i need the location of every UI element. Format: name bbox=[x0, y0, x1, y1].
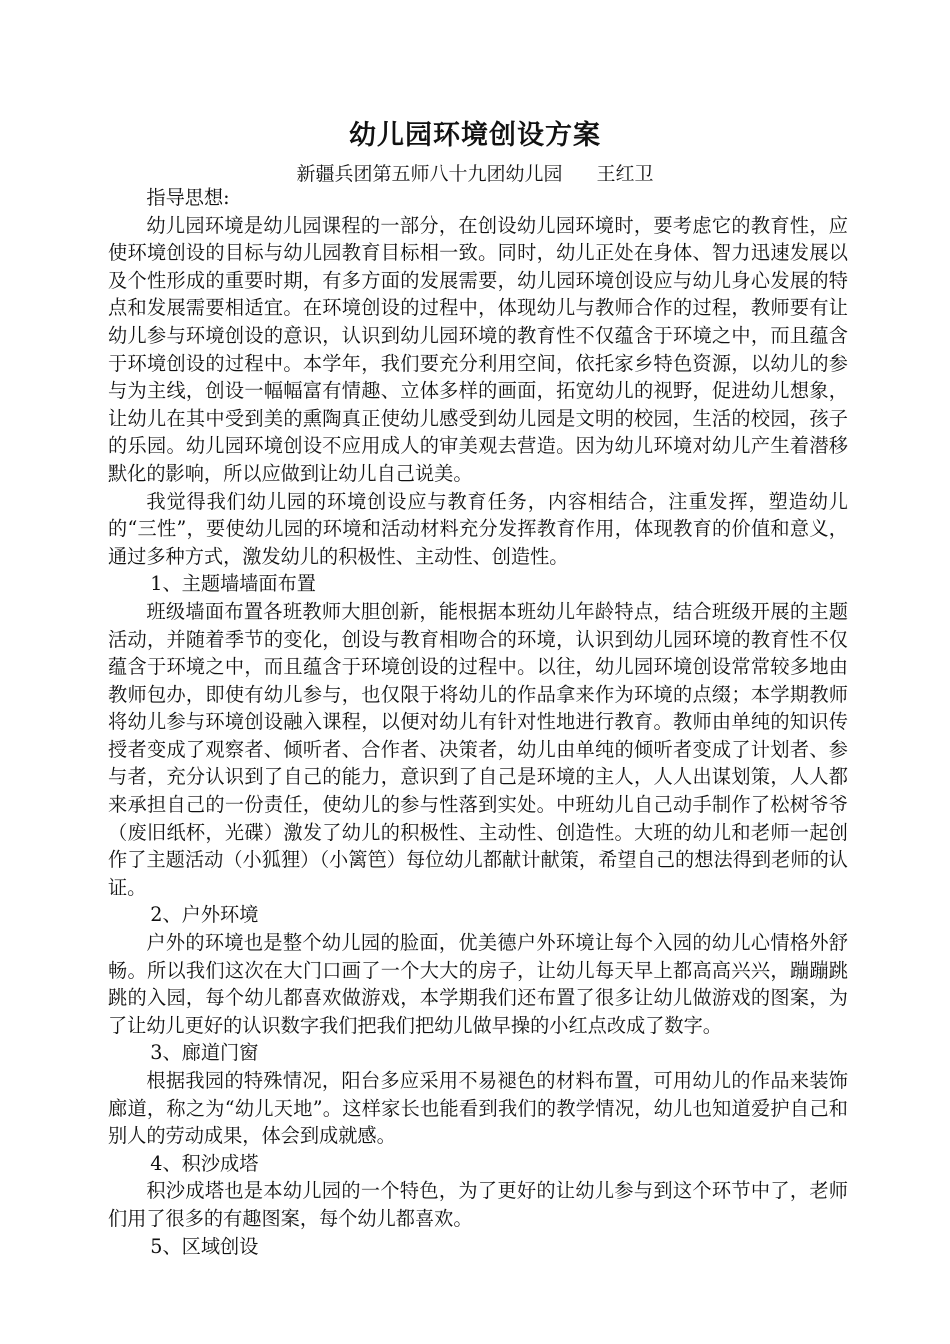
author-name: 王红卫 bbox=[596, 163, 654, 185]
body-paragraph: 幼儿园环境是幼儿园课程的一部分，在创设幼儿园环境时，要考虑它的教育性，应使环境创设的目标与幼儿园教育目标相一致。同时，幼儿正处在身体、智力迅速发展以及个性形成的重要时期，有多方面的发展需要，幼儿园环境创设应与幼儿身心发展的特点和发展需要相适宜。在环境创设的过程中，体现幼儿与教师合作的过程，教师要有让幼儿参与环境创设的意识，认识到幼儿园环境的教育性不仅蕴含于环境之中，而且蕴含于环境创设的过程中。本学年，我们要充分利用空间，依托家乡特色资源，以幼儿的参与为主线，创设一幅幅富有情趣、立体多样的画面，拓宽幼儿的视野，促进幼儿想象，让幼儿在其中受到美的熏陶真正使幼儿感受到幼儿园是文明的校园，生活的校园，孩子的乐园。幼儿园环境创设不应用成人的审美观去营造。因为幼儿环境对幼儿产生着潜移默化的影响，所以应做到让幼儿自己说美。 bbox=[108, 213, 848, 485]
author-organization: 新疆兵团第五师八十九团幼儿园 bbox=[296, 163, 563, 185]
section-heading-guiding-idea: 指导思想: bbox=[146, 186, 230, 209]
section-heading-outdoor: 2、户外环境 bbox=[150, 903, 259, 927]
body-paragraph: 户外的环境也是整个幼儿园的脸面，优美德户外环境让每个入园的幼儿心情格外舒畅。所以我们这次在大门口画了一个大大的房子，让幼儿每天早上都高高兴兴，蹦蹦跳跳的入园，每个幼儿都喜欢做游戏，本学期我们还布置了很多让幼儿做游戏的图案，为了让幼儿更好的认识数字我们把我们把幼儿做早操的小红点改成了数字。 bbox=[108, 931, 848, 1037]
section-heading-corridor: 3、廊道门窗 bbox=[150, 1041, 259, 1065]
section-heading-area-design: 5、区域创设 bbox=[150, 1234, 259, 1258]
body-paragraph: 班级墙面布置各班教师大胆创新，能根据本班幼儿年龄特点，结合班级开展的主题活动，并随着季节的变化，创设与教育相吻合的环境，认识到幼儿园环境的教育性不仅蕴含于环境之中，而且蕴含于环境创设的过程中。以往，幼儿园环境创设常常较多地由教师包办，即使有幼儿参与，也仅限于将幼儿的作品拿来作为环境的点缀；本学期教师将幼儿参与环境创设融入课程，以便对幼儿有针对性地进行教育。教师由单纯的知识传授者变成了观察者、倾听者、合作者、决策者，幼儿由单纯的倾听者变成了计划者、参与者，充分认识到了自己的能力，意识到了自己是环境的主人，人人出谋划策，人人都来承担自己的一份责任，使幼儿的参与性落到实处。中班幼儿自己动手制作了松树爷爷（废旧纸杯，光碟）激发了幼儿的积极性、主动性、创造性。大班的幼儿和老师一起创作了主题活动（小狐狸）（小篱笆）每位幼儿都献计献策，希望自己的想法得到老师的认证。 bbox=[108, 599, 848, 899]
section-heading-theme-wall: 1、主题墙墙面布置 bbox=[150, 572, 316, 596]
body-paragraph: 我觉得我们幼儿园的环境创设应与教育任务，内容相结合，注重发挥，塑造幼儿的“三性”，要使幼儿园的环境和活动材料充分发挥教育作用，体现教育的价值和意义，通过多种方式，激发幼儿的积极性、主动性、创造性。 bbox=[108, 489, 848, 568]
body-paragraph: 根据我园的特殊情况，阳台多应采用不易褪色的材料布置，可用幼儿的作品来装饰廊道，称之为“幼儿天地”。这样家长也能看到我们的教学情况，幼儿也知道爱护自己和别人的劳动成果，体会到成就感。 bbox=[108, 1069, 848, 1148]
section-heading-sand-tower: 4、积沙成塔 bbox=[150, 1151, 259, 1175]
body-paragraph: 积沙成塔也是本幼儿园的一个特色，为了更好的让幼儿参与到这个环节中了，老师们用了很多的有趣图案，每个幼儿都喜欢。 bbox=[108, 1179, 848, 1230]
document-body bbox=[108, 184, 848, 1260]
document-title: 幼儿园环境创设方案 bbox=[349, 120, 601, 151]
